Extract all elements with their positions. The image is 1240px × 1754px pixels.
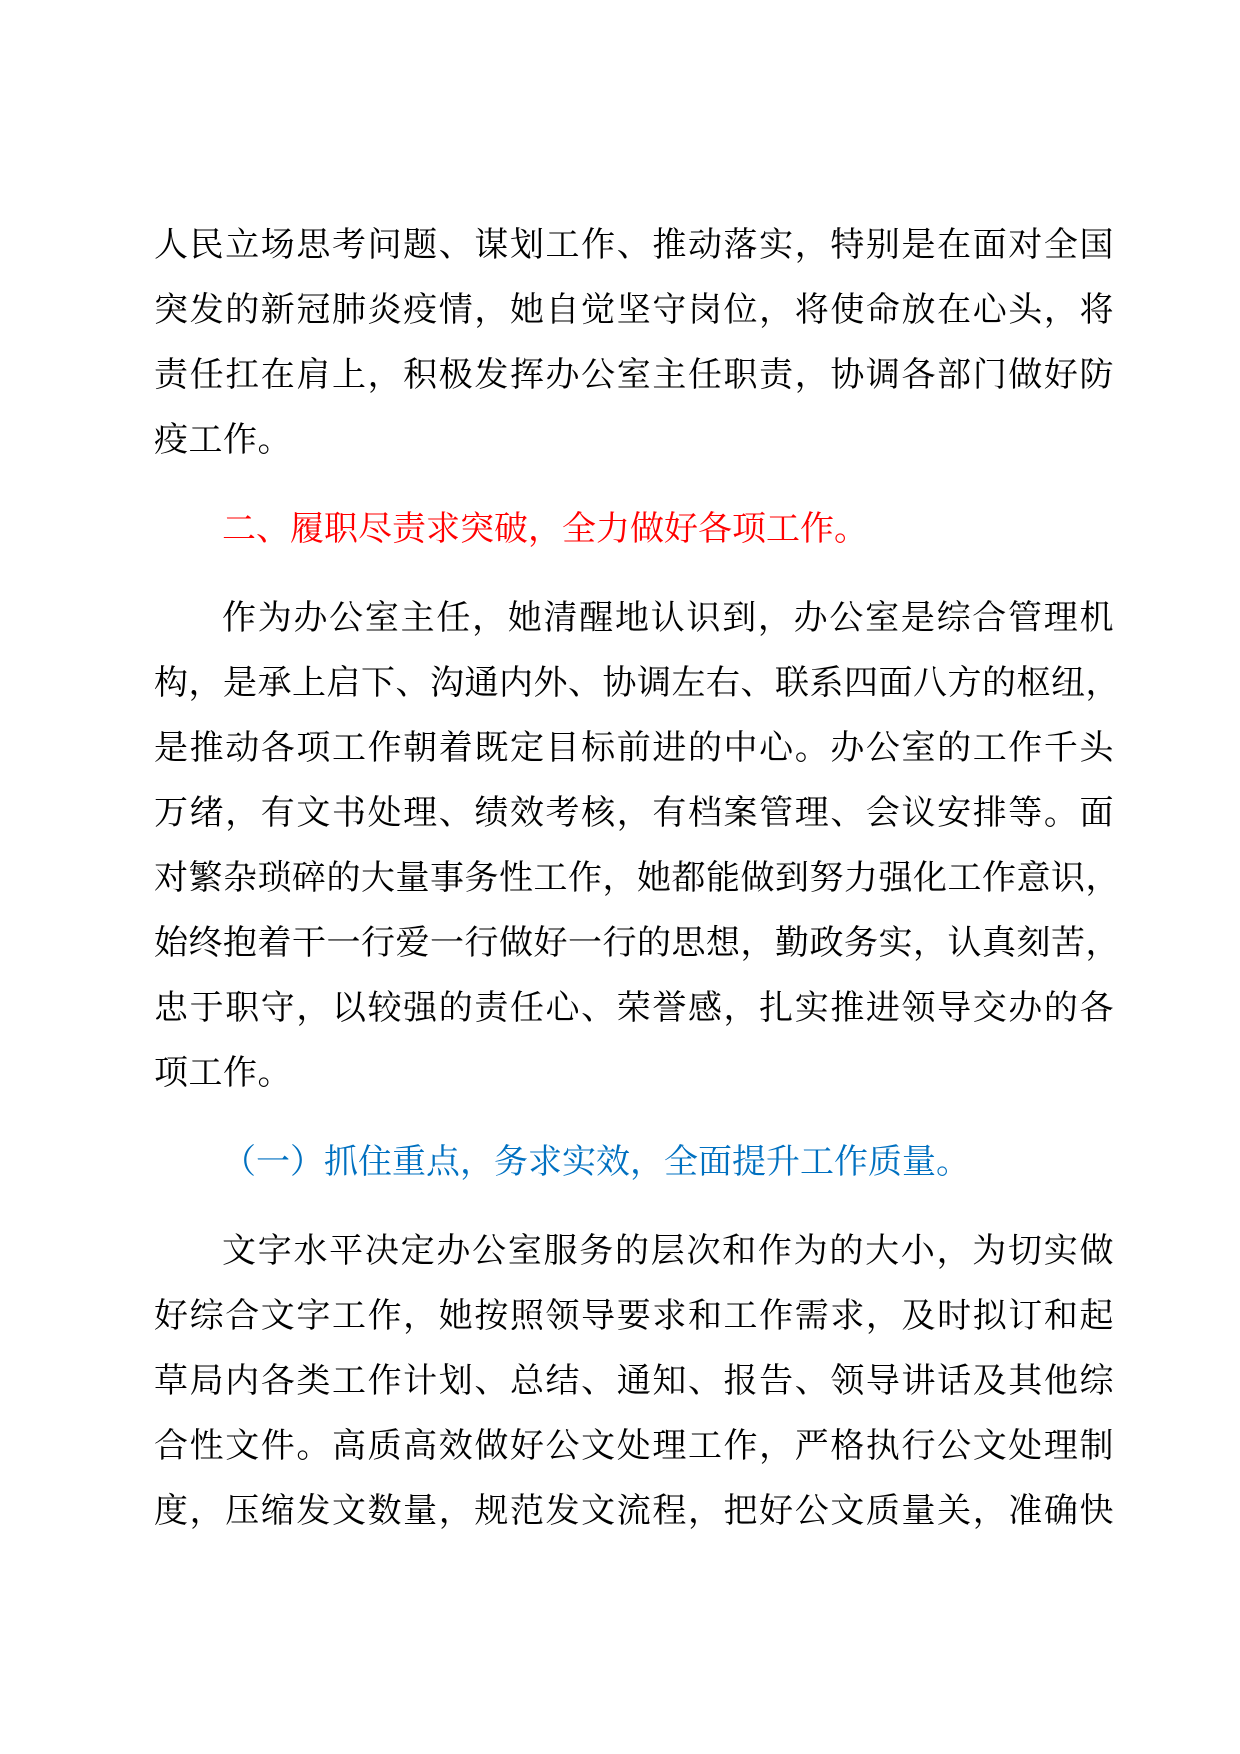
text-line: 万绪，有文书处理、绩效考核，有档案管理、会议安排等。面 bbox=[154, 793, 1114, 833]
text-line: 始终抱着干一行爱一行做好一行的思想，勤政务实，认真刻苦， bbox=[154, 923, 1120, 963]
text-line: 文字水平决定办公室服务的层次和作为的大小，为切实做 bbox=[222, 1231, 1114, 1271]
text-line: 疫工作。 bbox=[154, 420, 292, 460]
text-line: 人民立场思考问题、谋划工作、推动落实，特别是在面对全国 bbox=[154, 225, 1114, 265]
document-body bbox=[154, 213, 1120, 1544]
text-line: 度，压缩发文数量，规范发文流程，把好公文质量关，准确快 bbox=[154, 1491, 1114, 1531]
text-line: 合性文件。高质高效做好公文处理工作，严格执行公文处理制 bbox=[154, 1426, 1114, 1466]
text-line: 项工作。 bbox=[154, 1053, 292, 1093]
paragraph-office-role bbox=[154, 586, 1120, 1106]
spacer bbox=[154, 562, 1114, 586]
text-line: 是推动各项工作朝着既定目标前进的中心。办公室的工作千头 bbox=[154, 728, 1114, 768]
text-line: 草局内各类工作计划、总结、通知、报告、领导讲话及其他综 bbox=[154, 1361, 1114, 1401]
subsection-heading-1: （一）抓住重点，务求实效，全面提升工作质量。 bbox=[222, 1142, 970, 1182]
spacer bbox=[154, 1106, 1114, 1130]
paragraph-continued bbox=[154, 213, 1114, 473]
text-line: 突发的新冠肺炎疫情，她自觉坚守岗位，将使命放在心头，将 bbox=[154, 290, 1114, 330]
text-line: 好综合文字工作，她按照领导要求和工作需求，及时拟订和起 bbox=[154, 1296, 1114, 1336]
text-line: 责任扛在肩上，积极发挥办公室主任职责，协调各部门做好防 bbox=[154, 355, 1114, 395]
spacer bbox=[154, 1195, 1114, 1219]
text-line: 忠于职守，以较强的责任心、荣誉感，扎实推进领导交办的各 bbox=[154, 988, 1114, 1028]
text-line: 作为办公室主任，她清醒地认识到，办公室是综合管理机 bbox=[222, 598, 1114, 638]
paragraph-writing-work bbox=[154, 1219, 1114, 1544]
section-heading-2: 二、履职尽责求突破，全力做好各项工作。 bbox=[222, 509, 868, 549]
spacer bbox=[154, 473, 1114, 497]
text-line: 对繁杂琐碎的大量事务性工作，她都能做到努力强化工作意识， bbox=[154, 858, 1120, 898]
text-line: 构，是承上启下、沟通内外、协调左右、联系四面八方的枢纽， bbox=[154, 663, 1120, 703]
